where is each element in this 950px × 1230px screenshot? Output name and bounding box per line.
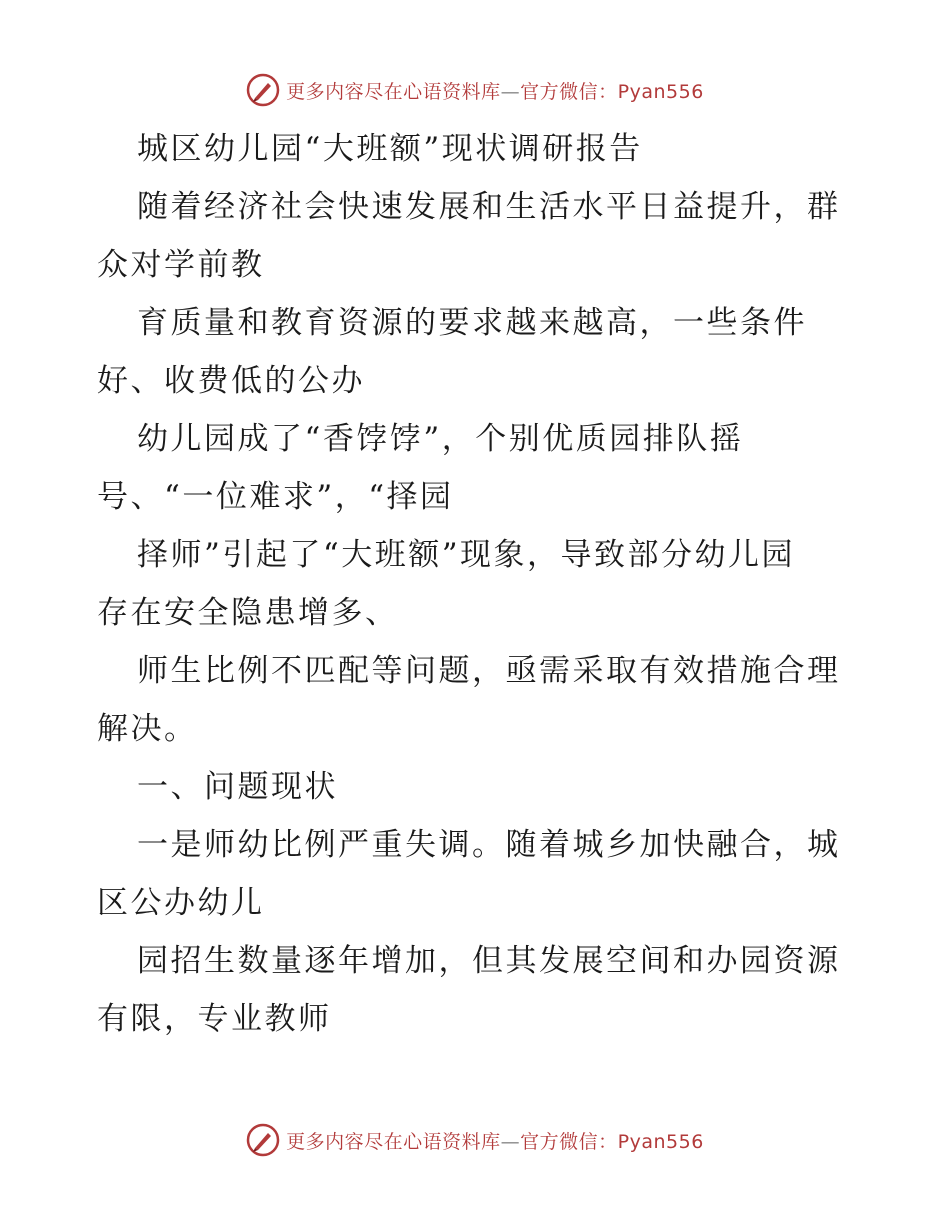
paragraph-line: 区公办幼儿 (97, 885, 265, 921)
pen-logo-icon (246, 73, 280, 107)
paragraph-line: 好、收费低的公办 (97, 363, 365, 399)
banner-separator: — (500, 1130, 521, 1153)
banner-text (286, 1127, 704, 1154)
banner-main-text: 更多内容尽在心语资料库 (286, 80, 501, 103)
paragraph-line: 育质量和教育资源的要求越来越高，一些条件 (137, 305, 807, 341)
banner-text (286, 77, 704, 104)
header-banner (0, 70, 950, 110)
document-body (97, 120, 857, 1048)
banner-contact: 官方微信：Pyan556 (520, 80, 704, 103)
paragraph-line: 师生比例不匹配等问题，亟需采取有效措施合理 (137, 653, 841, 689)
document-title: 城区幼儿园“大班额”现状调研报告 (137, 131, 643, 167)
paragraph-line: 众对学前教 (97, 247, 265, 283)
paragraph-line: 择师”引起了“大班额”现象，导致部分幼儿园 (137, 537, 796, 573)
paragraph-line: 号、“一位难求”，“择园 (97, 479, 454, 515)
paragraph-line: 园招生数量逐年增加，但其发展空间和办园资源 (137, 943, 841, 979)
paragraph-line: 幼儿园成了“香饽饽”，个别优质园排队摇 (137, 421, 744, 457)
banner-contact: 官方微信：Pyan556 (520, 1130, 704, 1153)
paragraph-line: 解决。 (97, 711, 198, 747)
paragraph-line: 存在安全隐患增多、 (97, 595, 399, 631)
banner-separator: — (500, 80, 521, 103)
paragraph-line: 有限，专业教师 (97, 1001, 332, 1037)
pen-logo-icon (246, 1123, 280, 1157)
paragraph-line: 一是师幼比例严重失调。随着城乡加快融合，城 (137, 827, 841, 863)
paragraph-line: 随着经济社会快速发展和生活水平日益提升，群 (137, 189, 841, 225)
banner-main-text: 更多内容尽在心语资料库 (286, 1130, 501, 1153)
section-heading: 一、问题现状 (137, 769, 338, 805)
footer-banner (0, 1120, 950, 1160)
